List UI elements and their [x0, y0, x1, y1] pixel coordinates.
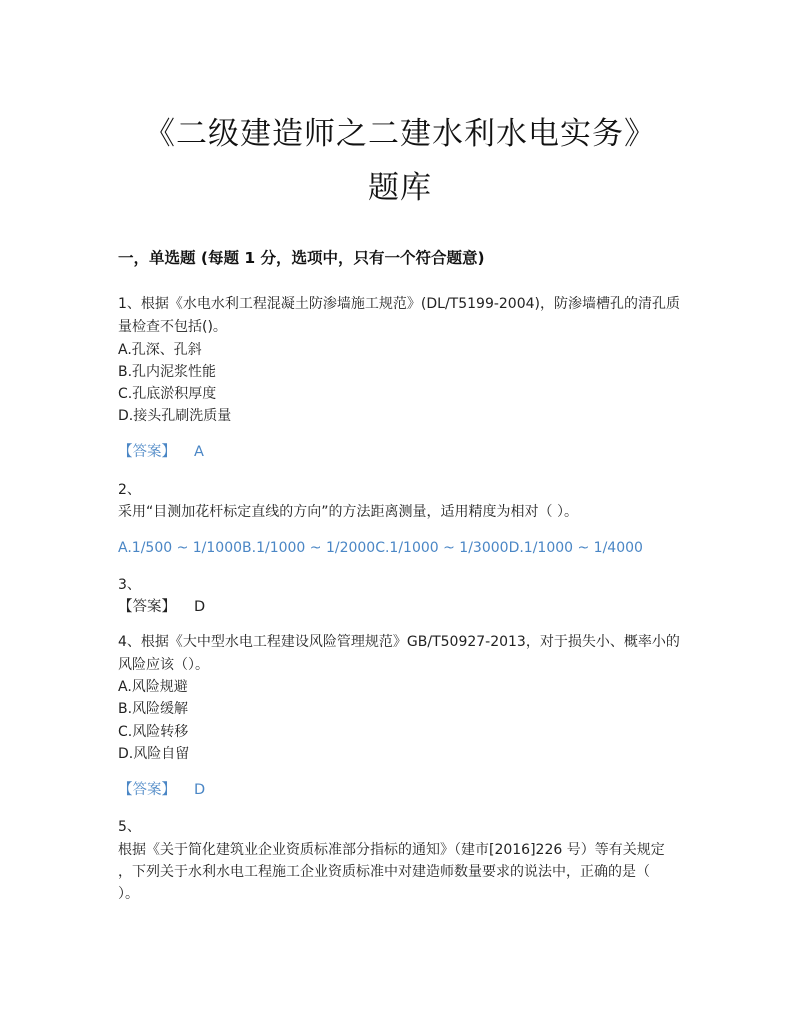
question-2-number: 2、 [118, 482, 141, 498]
question-5-stem-end: ）。 [118, 886, 139, 902]
question-2-options: A.1/500 ~ 1/1000B.1/1000 ~ 1/2000C.1/1000 ~ 1/3000D.1/1000 ~ 1/4000 [118, 540, 643, 556]
question-1-stem: 1、根据《水电水利工程混凝土防渗墙施工规范》(DL/T5199-2004)，防渗墙槽孔的清孔质 [118, 296, 680, 312]
question-2-stem: 采用“目测加花杆标定直线的方向”的方法距离测量，适用精度为相对（ ）。 [118, 504, 578, 520]
answer-value: D [194, 782, 206, 798]
section-heading: 一，单选题 (每题 1 分，选项中，只有一个符合题意) [118, 249, 485, 267]
answer-label: 【答案】 [118, 782, 176, 798]
question-1-option-a: A.孔深、孔斜 [118, 342, 202, 358]
question-5-number: 5、 [118, 819, 141, 835]
question-4-stem: 4、根据《大中型水电工程建设风险管理规范》GB/T50927-2013，对于损失小、概率小的 [118, 634, 680, 650]
question-4-option-d: D.风险自留 [118, 746, 190, 762]
question-1-option-d: D.接头孔刷洗质量 [118, 408, 232, 424]
document-title: 《二级建造师之二建水利水电实务》 [144, 116, 656, 152]
question-1-option-b: B.孔内泥浆性能 [118, 364, 217, 380]
answer-label: 【答案】 [118, 444, 176, 460]
answer-value: D [194, 599, 206, 615]
question-4-option-c: C.风险转移 [118, 724, 189, 740]
question-5-stem-cont: ，下列关于水利水电工程施工企业资质标准中对建造师数量要求的说法中，正确的是（ [118, 864, 650, 880]
question-1-stem-cont: 量检查不包括()。 [118, 319, 227, 335]
question-3-answer [118, 597, 205, 617]
document-title-line2: 题库 [368, 170, 432, 206]
question-4-option-b: B.风险缓解 [118, 701, 189, 717]
question-3-number: 3、 [118, 577, 141, 593]
question-4-option-a: A.风险规避 [118, 679, 188, 695]
question-5-stem: 根据《关于简化建筑业企业资质标准部分指标的通知》（建市[2016]226 号）等有关规定 [118, 842, 665, 858]
question-4-answer [118, 780, 205, 800]
answer-value: A [194, 444, 204, 460]
question-1-option-c: C.孔底淤积厚度 [118, 386, 217, 402]
question-1-answer [118, 442, 204, 462]
question-4-stem-cont: 风险应该（）。 [118, 657, 209, 673]
answer-label: 【答案】 [118, 599, 176, 615]
